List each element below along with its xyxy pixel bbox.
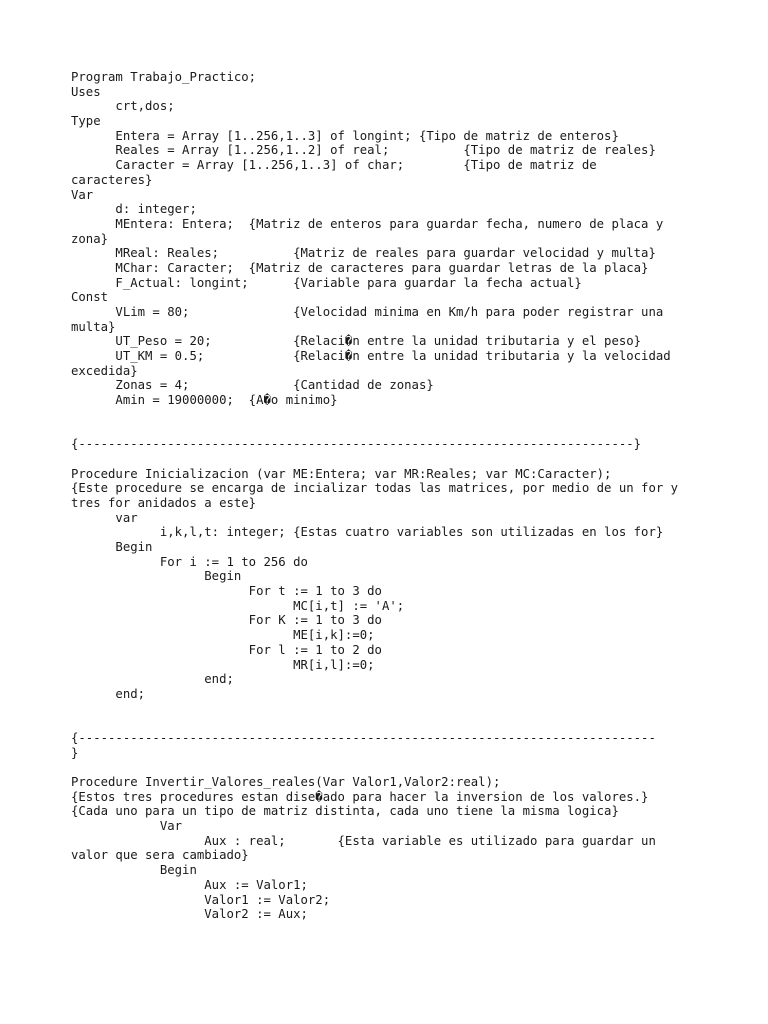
code-line: Type (71, 114, 101, 129)
code-line: {------------------------------------------------------------------------------ (71, 730, 656, 745)
code-line (71, 408, 711, 423)
code-line: end; (71, 672, 234, 687)
code-line (71, 760, 711, 775)
code-line: Begin (71, 863, 197, 878)
code-line: tres for anidados a este} (71, 495, 257, 510)
code-line: crt,dos; (71, 99, 175, 114)
code-line: MChar: Caracter; {Matriz de caracteres para guardar letras de la placa} (71, 260, 649, 275)
code-line: Const (71, 290, 109, 305)
code-line: {Este procedure se encarga de incializar todas las matrices, por medio de un for y (71, 481, 679, 496)
code-line: Var (71, 819, 183, 834)
code-line (71, 702, 711, 717)
code-line: UT_KM = 0.5; {Relaci�n entre la unidad tributaria y la velocidad (71, 349, 671, 364)
code-line: multa} (71, 319, 116, 334)
code-line: caracteres} (71, 172, 153, 187)
code-line (71, 423, 711, 438)
code-line: VLim = 80; {Velocidad minima en Km/h para poder registrar una (71, 305, 664, 319)
code-line: Amin = 19000000; {A�o minimo} (71, 393, 338, 408)
code-line: F_Actual: longint; {Variable para guardar la fecha actual} (71, 275, 582, 290)
code-line: For t := 1 to 3 do (71, 584, 382, 599)
code-line: For K := 1 to 3 do (71, 613, 382, 628)
code-line: For i := 1 to 256 do (71, 554, 308, 569)
code-line: Zonas = 4; {Cantidad de zonas} (71, 378, 434, 393)
code-line: MEntera: Entera; {Matriz de enteros para guardar fecha, numero de placa y (71, 216, 664, 231)
code-line: {Estos tres procedures estan dise�ado para hacer la inversion de los valores.} (71, 789, 649, 804)
code-line: Uses (71, 84, 101, 99)
code-line: zona} (71, 231, 109, 246)
code-line: MR[i,l]:=0; (71, 657, 375, 672)
code-line: i,k,l,t: integer; {Estas cuatro variables son utilizadas en los for} (71, 525, 664, 540)
code-line: {---------------------------------------------------------------------------} (71, 437, 642, 452)
code-line: UT_Peso = 20; {Relaci�n entre la unidad tributaria y el peso} (71, 334, 642, 349)
code-line: Procedure Inicializacion (var ME:Entera; var MR:Reales; var MC:Caracter); (71, 466, 612, 481)
code-line: Entera = Array [1..256,1..3] of longint; {Tipo de matriz de enteros} (71, 128, 619, 143)
code-line: Var (71, 187, 94, 202)
code-line: Aux : real; {Esta variable es utilizado para guardar un (71, 833, 656, 848)
code-line: For l := 1 to 2 do (71, 642, 382, 657)
code-line (71, 452, 711, 467)
code-line: valor que sera cambiado} (71, 848, 249, 863)
code-line: Aux := Valor1; (71, 877, 308, 892)
code-line: MReal: Reales; {Matriz de reales para guardar velocidad y multa} (71, 246, 656, 261)
code-line (71, 716, 711, 731)
code-line: end; (71, 686, 146, 701)
code-line: var (71, 510, 138, 525)
code-line: Valor2 := Aux; (71, 907, 308, 922)
code-line: Caracter = Array [1..256,1..3] of char; {Tipo de matriz de (71, 158, 597, 173)
code-line: {Cada uno para un tipo de matriz distinta, cada uno tiene la misma logica} (71, 804, 619, 819)
code-line: d: integer; (71, 202, 197, 217)
code-line: Begin (71, 569, 242, 584)
code-line: Reales = Array [1..256,1..2] of real; {Tipo de matriz de reales} (71, 143, 656, 158)
code-line: MC[i,t] := 'A'; (71, 598, 405, 613)
code-line: Program Trabajo_Practico; (71, 70, 257, 84)
code-line: } (71, 745, 79, 760)
code-line: excedida} (71, 363, 138, 378)
code-line: Procedure Invertir_Valores_reales(Var Valor1,Valor2:real); (71, 775, 501, 789)
code-line: Valor1 := Valor2; (71, 892, 331, 907)
code-line: ME[i,k]:=0; (71, 628, 375, 643)
source-code-listing (71, 70, 711, 922)
code-line: Begin (71, 540, 153, 554)
